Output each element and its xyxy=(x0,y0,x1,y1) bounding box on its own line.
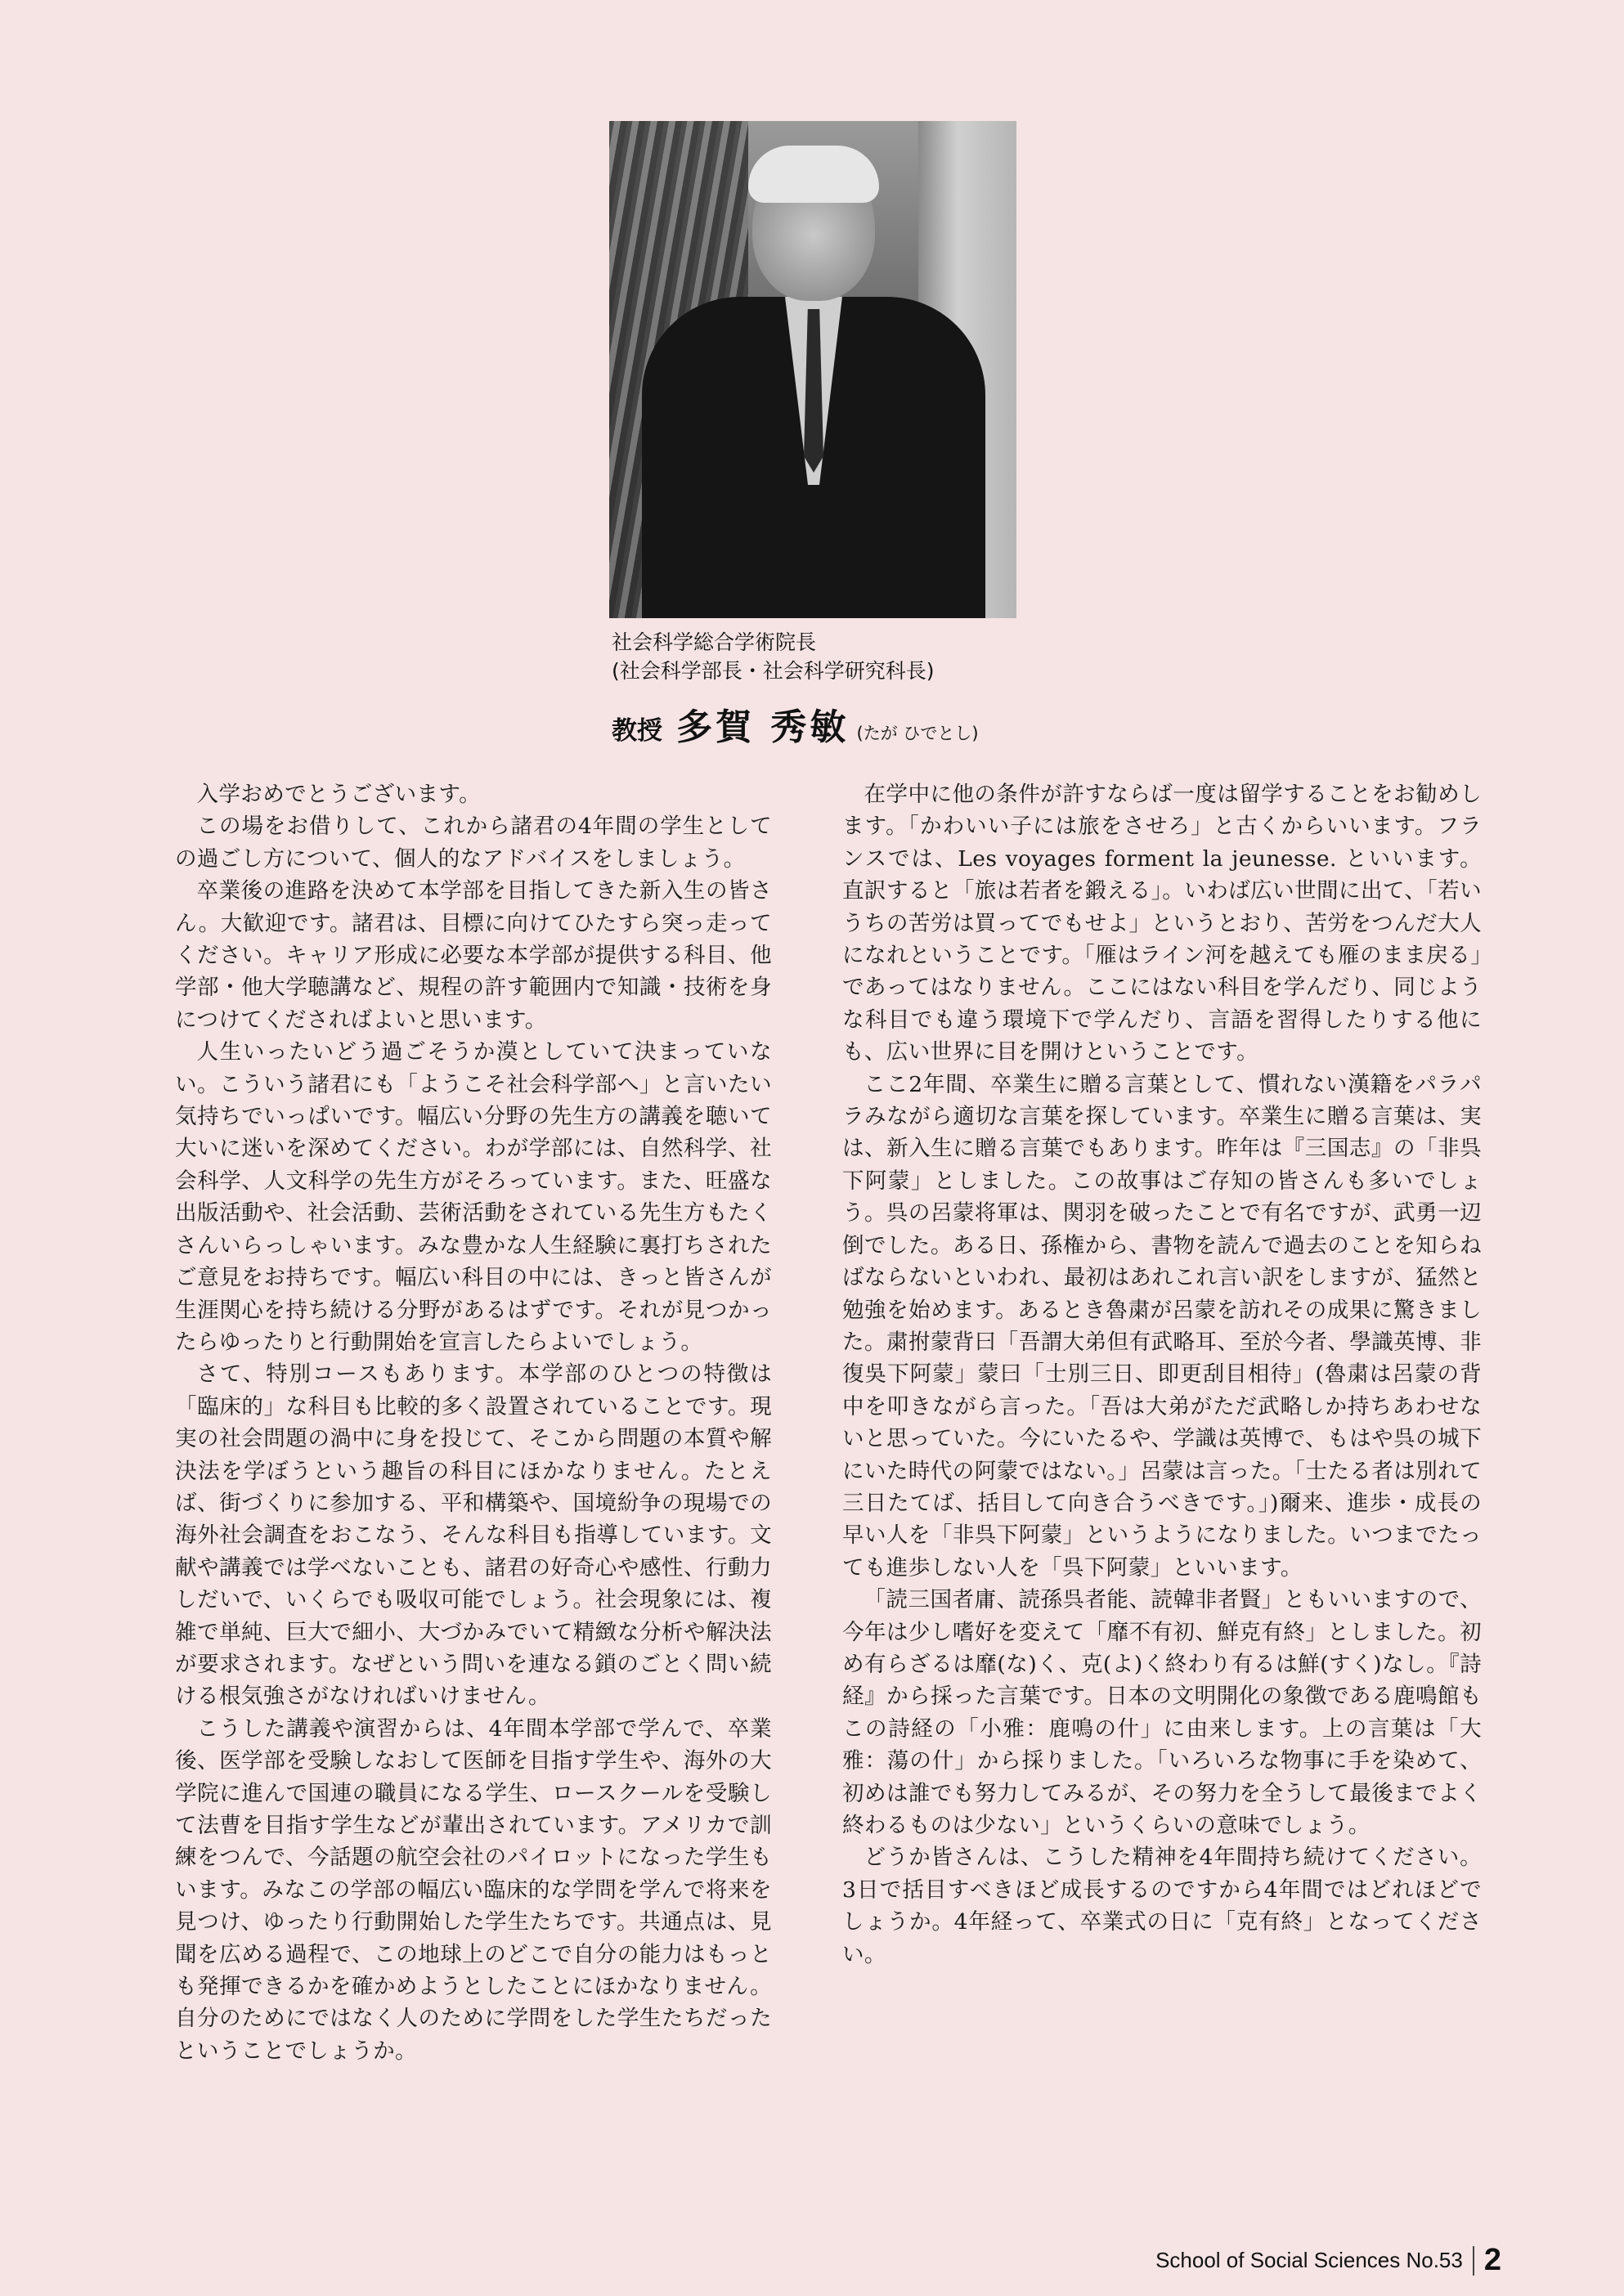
page-number: 2 xyxy=(1483,2243,1501,2277)
paragraph: ここ2年間、卒業生に贈る言葉として、慣れない漢籍をパラパラみながら適切な言葉を探しています。卒業生に贈る言葉は、実は、新入生に贈る言葉でもあります。昨年は『三国志』の「非呉下阿蒙」としました。この故事はご存知の皆さんも多いでしょう。呉の呂蒙将軍は、関羽を破ったことで有名ですが、武勇一辺倒でした。ある日、孫権から、書物を読んで過去のことを知らねばならないといわれ、最初はあれこれ言い訳をしますが、猛然と勉強を始めます。あるとき魯粛が呂蒙を訪れその成果に驚きました。粛拊蒙背曰「吾謂大弟但有武略耳、至於今者、學識英博、非復吳下阿蒙」蒙曰「士別三日、即更刮目相待」(魯粛は呂蒙の背中を叩きながら言った。「吾は大弟がただ武略しか持ちあわせないと思っていた。今にいたるや、学識は英博で、もはや呉の城下にいた時代の阿蒙ではない。」呂蒙は言った。「士たる者は別れて三日たてば、括目して向き合うべきです。」)爾来、進歩・成長の早い人を「非呉下阿蒙」というようになりました。いつまでたっても進歩しない人を「呉下阿蒙」といいます。 xyxy=(842,1071,1482,1581)
position-line-2: (社会科学部長・社会科学研究科長) xyxy=(612,659,935,683)
photo-caption xyxy=(612,628,1102,685)
paragraph: この場をお借りして、これから諸君の4年間の学生としての過ごし方について、個人的なアドバイスをしましょう。 xyxy=(175,814,772,872)
page-footer xyxy=(1155,2243,1501,2278)
footer-divider xyxy=(1473,2246,1474,2276)
paragraph: 在学中に他の条件が許すならば一度は留学することをお勧めします。「かわいい子には旅をさせろ」と古くからいいます。フランスでは、Les voyages forment la jeunesse. といいます。直訳すると「旅は若者を鍛える」。いわば広い世間に出て、「若いうちの苦労は買ってでもせよ」というとおり、苦労をつんだ大人になれということです。「雁はライン河を越えても雁のまま戻る」であってはなりません。ここにはない科目を学んだり、同じような科目でも違う環境下で学んだり、言語を習得したりする他にも、広い世界に目を開けということです。 xyxy=(842,782,1482,1065)
paragraph: こうした講義や演習からは、4年間本学部で学んで、卒業後、医学部を受験しなおして医師を目指す学生や、海外の大学院に進んで国連の職員になる学生、ロースクールを受験して法曹を目指す学生などが輩出されています。アメリカで訓練をつんで、今話題の航空会社のパイロットになった学生もいます。みなこの学部の幅広い臨床的な学問を学んで将来を見つけ、ゆったり行動開始した学生たちです。共通点は、見聞を広める過程で、この地球上のどこで自分の能力はもっとも発揮できるかを確かめようとしたことにほかなりません。自分のためにではなく人のために学問をした学生たちだったということでしょうか。 xyxy=(175,1715,772,2064)
publication-name: School of Social Sciences No.53 xyxy=(1155,2248,1463,2272)
portrait-photo xyxy=(609,121,1016,618)
author-name-reading: (たが ひでとし) xyxy=(856,724,979,743)
paragraph: 人生いったいどう過ごそうか漠としていて決まっていない。こういう諸君にも「ようこそ社会科学部へ」と言いたい気持ちでいっぱいです。幅広い分野の先生方の講義を聴いて大いに迷いを深めてください。わが学部には、自然科学、社会科学、人文科学の先生方がそろっています。また、旺盛な出版活動や、社会活動、芸術活動をされている先生方もたくさんいらっしゃいます。みな豊かな人生経験に裏打ちされたご意見をお持ちです。幅広い科目の中には、きっと皆さんが生涯関心を持ち続ける分野があるはずです。それが見つかったらゆったりと行動開始を宣言したらよいでしょう。 xyxy=(175,1039,772,1355)
author-name-line xyxy=(612,697,979,750)
paragraph: どうか皆さんは、こうした精神を4年間持ち続けてください。3日で括目すべきほど成長するのですから4年間ではどれほどでしょうか。4年経って、卒業式の日に「克有終」となってください。 xyxy=(842,1845,1482,1967)
right-column xyxy=(842,778,1482,1971)
position-line-1: 社会科学総合学術院長 xyxy=(612,630,817,654)
paragraph: 卒業後の進路を決めて本学部を目指してきた新入生の皆さん。大歓迎です。諸君は、目標に向けてひたすら突っ走ってください。キャリア形成に必要な本学部が提供する科目、他学部・他大学聴講など、規程の許す範囲内で知識・技術を身につけてくださればよいと思います。 xyxy=(175,878,772,1033)
paragraph: 「読三国者庸、読孫呉者能、読韓非者賢」ともいいますので、今年は少し嗜好を変えて「靡不有初、鮮克有終」としました。初め有らざるは靡(な)く、克(よ)く終わり有るは鮮(すく)なし。『詩経』から採った言葉です。日本の文明開化の象徴である鹿鳴館もこの詩経の「小雅：鹿鳴の什」に由来します。上の言葉は「大雅：蕩の什」から採りました。「いろいろな物事に手を染めて、初めは誰でも努力してみるが、その努力を全うして最後までよく終わるものは少ない」というくらいの意味でしょう。 xyxy=(842,1587,1482,1838)
author-name: 多賀 秀敏 xyxy=(676,706,850,748)
author-title: 教授 xyxy=(612,716,662,746)
paragraph: 入学おめでとうございます。 xyxy=(196,782,482,807)
paragraph: さて、特別コースもあります。本学部のひとつの特徴は「臨床的」な科目も比較的多く設置されていることです。現実の社会問題の渦中に身を投じて、そこから問題の本質や解決法を学ぼうという趣旨の科目にほかなりません。たとえば、街づくりに参加する、平和構築や、国境紛争の現場での海外社会調査をおこなう、そんな科目も指導しています。文献や講義では学べないことも、諸君の好奇心や感性、行動力しだいで、いくらでも吸収可能でしょう。社会現象には、複雑で単純、巨大で細小、大づかみでいて精緻な分析や解決法が要求されます。なぜという問いを連なる鎖のごとく問い続ける根気強さがなければいけません。 xyxy=(175,1361,772,1710)
left-column xyxy=(175,778,772,2067)
